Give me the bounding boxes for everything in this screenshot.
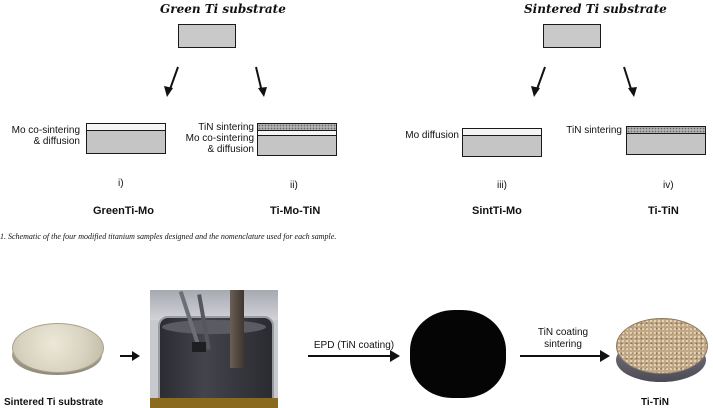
label-line: Mo co-sintering	[185, 133, 254, 144]
epd-setup-photo	[150, 290, 278, 408]
title-green-ti: Green Ti substrate	[160, 2, 286, 16]
arrowhead-3	[531, 86, 540, 97]
sample-iv-label	[548, 125, 622, 136]
sample-i-name: GreenTi-Mo	[93, 205, 154, 217]
coated-disc-photo	[410, 310, 506, 398]
label-line: TiN sintering	[198, 122, 254, 133]
sintered-ti-disc-photo	[10, 315, 106, 395]
arrowhead-epd	[390, 350, 400, 362]
sample-i-label	[0, 125, 80, 147]
substrate-block	[462, 135, 542, 157]
sample-iii-label	[385, 130, 459, 141]
epd-label: EPD (TiN coating)	[313, 340, 395, 351]
substrate-block	[257, 135, 337, 156]
sample-ii-roman: ii)	[290, 180, 298, 191]
label-line: Mo co-sintering	[11, 125, 80, 136]
arrowhead-1	[164, 86, 173, 97]
arrowhead-2	[258, 87, 267, 97]
label-line: Mo diffusion	[405, 130, 459, 141]
sample-ii-label	[172, 122, 254, 155]
arrowhead-sintering	[600, 350, 610, 362]
substrate-block	[626, 133, 706, 155]
sample-iii-name: SintTi-Mo	[472, 205, 522, 217]
substrate-block	[86, 130, 166, 154]
figure-caption: 1. Schematic of the four modified titanium samples designed and the nomenclature used for each sample.	[0, 232, 337, 241]
arrowhead-4	[628, 87, 637, 97]
title-sintered-ti: Sintered Ti substrate	[524, 2, 667, 16]
sample-ii-name: Ti-Mo-TiN	[270, 205, 321, 217]
sample-i-roman: i)	[118, 178, 124, 189]
end-label: Ti-TiN	[641, 397, 669, 408]
label-line: TiN sintering	[566, 125, 622, 136]
sintering-label	[518, 327, 608, 351]
label-line: & diffusion	[33, 136, 80, 147]
label-line: sintering	[544, 339, 582, 350]
sample-iii-roman: iii)	[497, 180, 507, 191]
ti-tin-disc-photo	[614, 312, 710, 396]
sample-iv-name: Ti-TiN	[648, 205, 679, 217]
label-line: & diffusion	[207, 144, 254, 155]
arrowhead-start	[132, 351, 140, 361]
start-label: Sintered Ti substrate	[4, 397, 104, 408]
sample-iv-roman: iv)	[663, 180, 674, 191]
label-line: TiN coating	[537, 327, 589, 338]
